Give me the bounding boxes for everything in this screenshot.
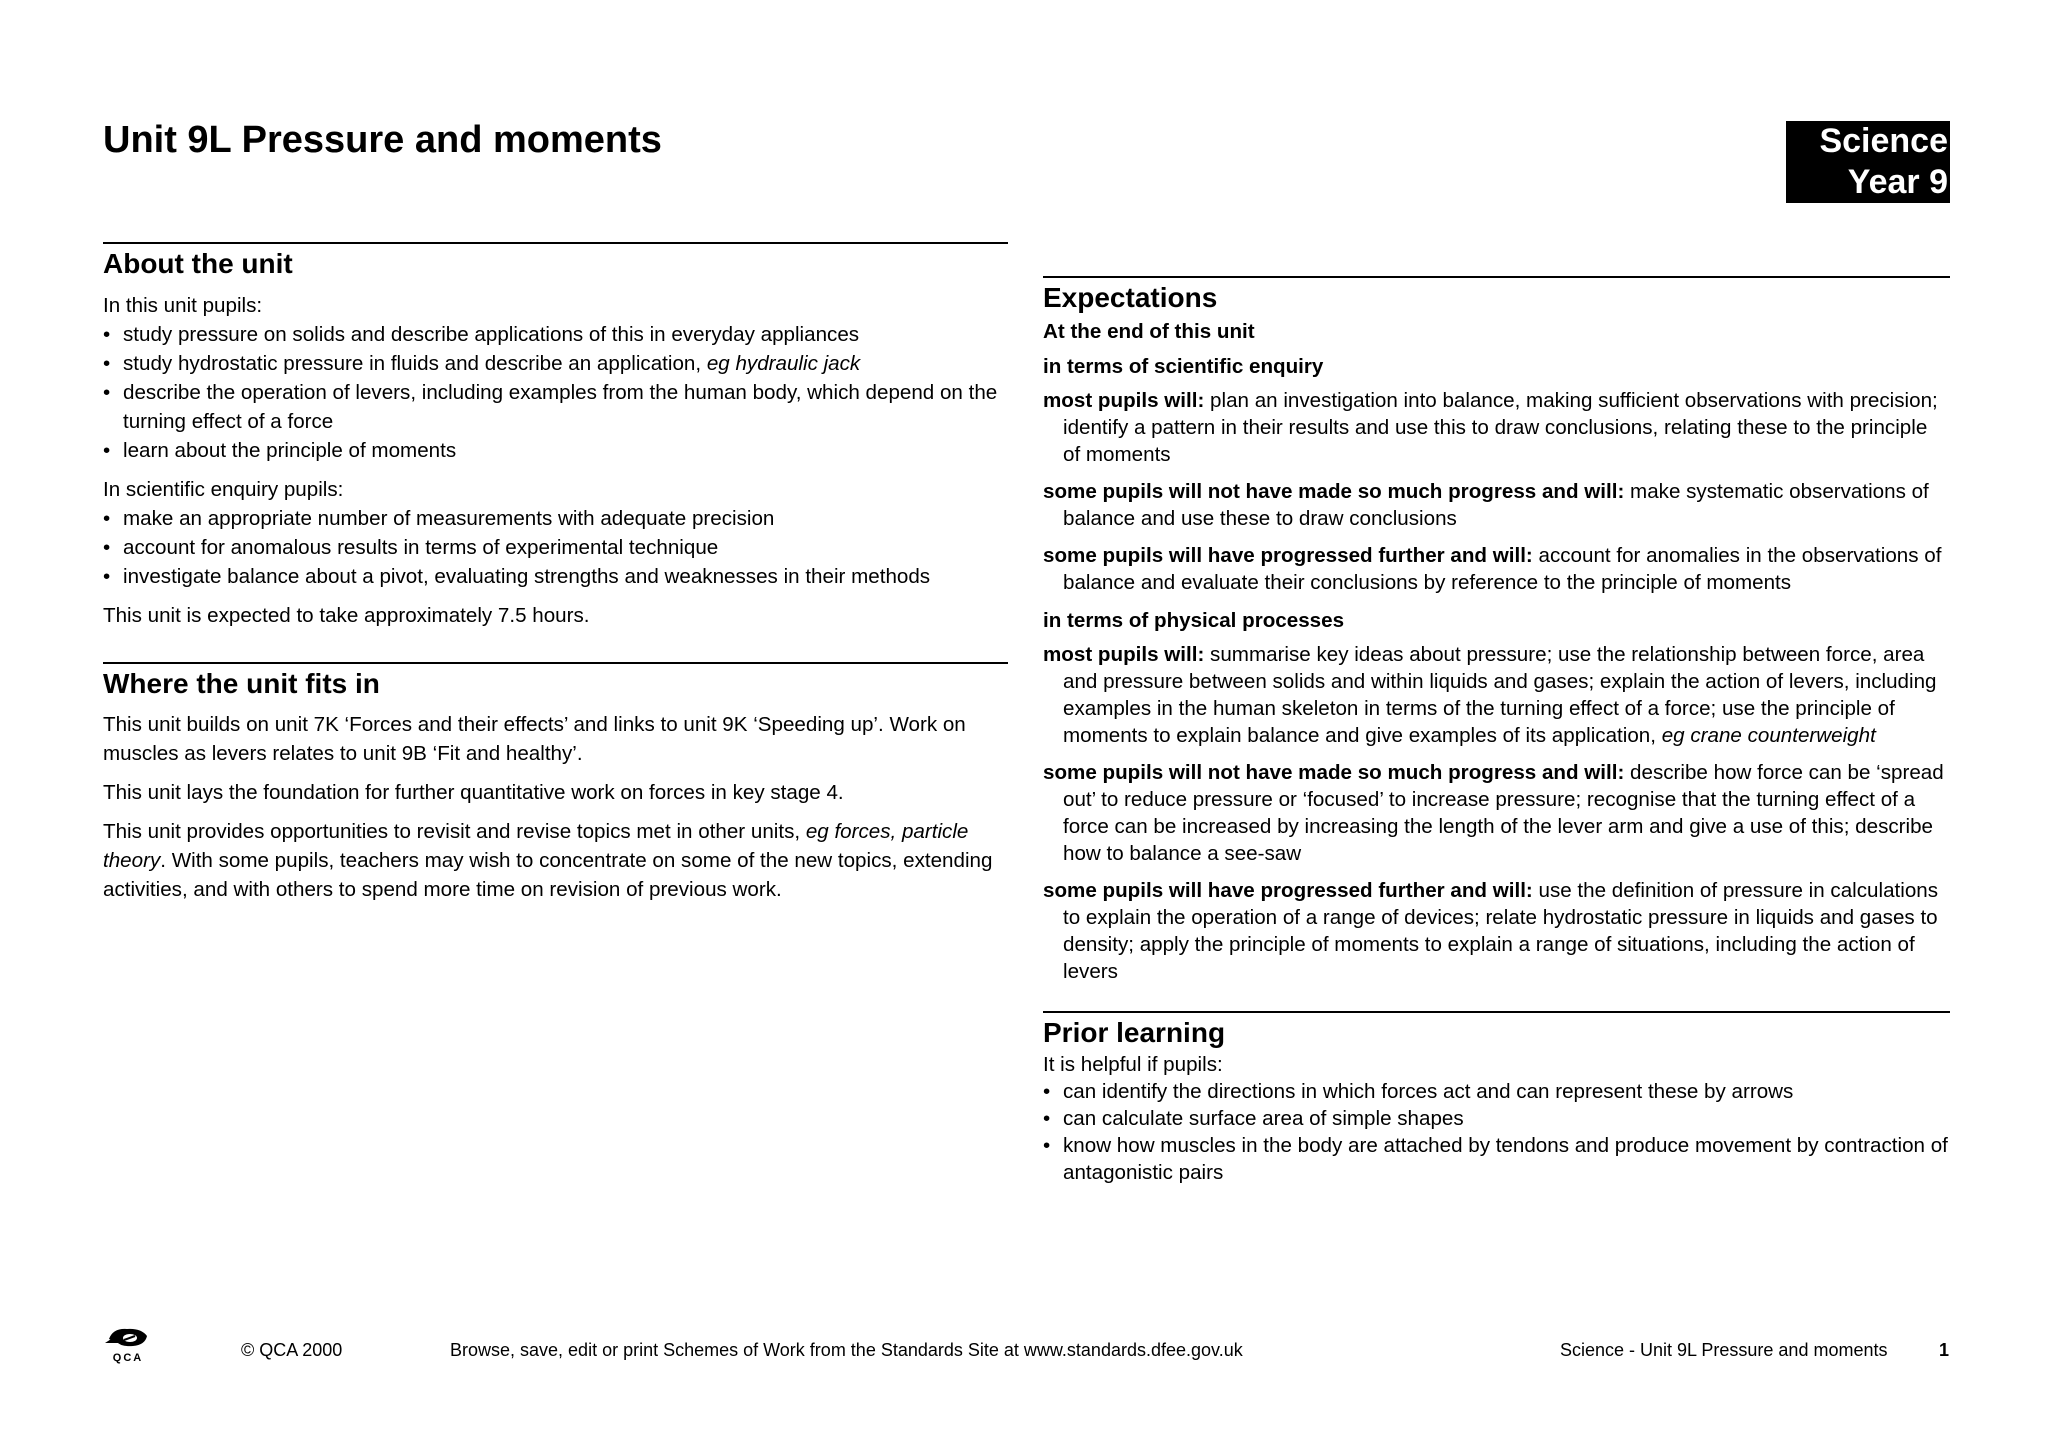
physical-label: in terms of physical processes <box>1043 608 1345 632</box>
badge-year: Year 9 <box>1847 163 1948 201</box>
prior-list <box>1043 1078 1950 1186</box>
list-item: • study hydrostatic pressure in fluids and describe an application, eg hydraulic jack <box>103 349 1008 378</box>
list-item: • can calculate surface area of simple shapes <box>1043 1105 1950 1132</box>
prior-heading: Prior learning <box>1043 1016 1226 1048</box>
duration-text: This unit is expected to take approximately 7.5 hours. <box>103 603 590 627</box>
page-footer <box>0 1325 2048 1365</box>
list-item: • can identify the directions in which forces act and can represent these by arrows <box>1043 1078 1950 1105</box>
end-of-unit-label: At the end of this unit <box>1043 319 1255 343</box>
about-intro: In this unit pupils: <box>103 293 263 317</box>
site-text: Browse, save, edit or print Schemes of Work from the Standards Site at www.standards.dfee.gov.uk <box>450 1340 1243 1360</box>
fits-section <box>103 662 1008 905</box>
expectations-section <box>1043 276 1950 985</box>
right-column <box>1043 276 1950 1196</box>
expectation-item: some pupils will not have made so much progress and will: describe how force can be ‘spread out’ to reduce pressure or ‘focused’ to increase pressure; recognise that the turning effect of a force can be increased by increasing the length of the lever arm and give a use of this; describe how to balance a see-saw <box>1043 760 1944 865</box>
fits-paragraph: This unit builds on unit 7K ‘Forces and their effects’ and links to unit 9K ‘Speeding up’. Work on muscles as levers relates to unit 9B ‘Fit and healthy’. <box>103 713 966 766</box>
expectation-item: most pupils will: summarise key ideas about pressure; use the relationship between force, area and pressure between solids and within liquids and gases; explain the action of levers, including examples in the human skeleton in terms of the turning effect of a force; use the principle of moments to explain balance and give examples of its application, eg crane counterweight <box>1043 642 1937 747</box>
expectation-item: some pupils will have progressed further and will: use the definition of pressure in calculations to explain the operation of a range of devices; relate hydrostatic pressure in liquids and gases to density; apply the principle of moments to explain a range of situations, including the action of levers <box>1043 878 1939 983</box>
fits-paragraph: This unit provides opportunities to revisit and revise topics met in other units, eg forces, particle theory. With some pupils, teachers may wish to concentrate on some of the new topics, extending activities, and with others to spend more time on revision of previous work. <box>103 820 993 902</box>
expectation-item: some pupils will not have made so much progress and will: make systematic observations of balance and use these to draw conclusions <box>1043 479 1929 530</box>
expectation-item: most pupils will: plan an investigation into balance, making sufficient observations with precision; identify a pattern in their results and use this to draw conclusions, relating these to the principle of moments <box>1043 388 1938 466</box>
footer-unit-title: Science - Unit 9L Pressure and moments <box>1560 1340 1888 1360</box>
list-item: • make an appropriate number of measurements with adequate precision <box>103 504 1008 533</box>
enquiry-intro: In scientific enquiry pupils: <box>103 477 344 501</box>
about-heading: About the unit <box>103 248 293 279</box>
list-item: • know how muscles in the body are attached by tendons and produce movement by contraction of antagonistic pairs <box>1043 1132 1950 1186</box>
fits-paragraph: This unit lays the foundation for further quantitative work on forces in key stage 4. <box>103 781 844 805</box>
list-item: • account for anomalous results in terms of experimental technique <box>103 533 1008 562</box>
left-column <box>103 242 1008 914</box>
about-list <box>103 320 1008 465</box>
about-section <box>103 242 1008 630</box>
copyright-text: © QCA 2000 <box>241 1340 343 1360</box>
fits-heading: Where the unit fits in <box>103 667 380 699</box>
enquiry-list <box>103 504 1008 591</box>
list-item: • study pressure on solids and describe applications of this in everyday appliances <box>103 320 1008 349</box>
expectation-item: some pupils will have progressed further and will: account for anomalies in the observations of balance and evaluate their conclusions by reference to the principle of moments <box>1043 543 1942 594</box>
page-number: 1 <box>1939 1340 1950 1360</box>
prior-learning-section <box>1043 1011 1950 1187</box>
qca-logo-icon <box>103 1325 153 1365</box>
svg-text:QCA: QCA <box>112 1352 144 1364</box>
badge-subject: Science <box>1819 122 1948 160</box>
prior-intro: It is helpful if pupils: <box>1043 1053 1223 1077</box>
list-item: • learn about the principle of moments <box>103 436 1008 465</box>
enquiry-label: in terms of scientific enquiry <box>1043 354 1324 378</box>
list-item: • describe the operation of levers, including examples from the human body, which depend on the turning effect of a force <box>103 378 1008 436</box>
page-title: Unit 9L Pressure and moments <box>103 119 662 161</box>
subject-year-badge <box>1786 121 1950 203</box>
list-item: • investigate balance about a pivot, evaluating strengths and weaknesses in their methods <box>103 562 1008 591</box>
expectations-heading: Expectations <box>1043 282 1218 313</box>
